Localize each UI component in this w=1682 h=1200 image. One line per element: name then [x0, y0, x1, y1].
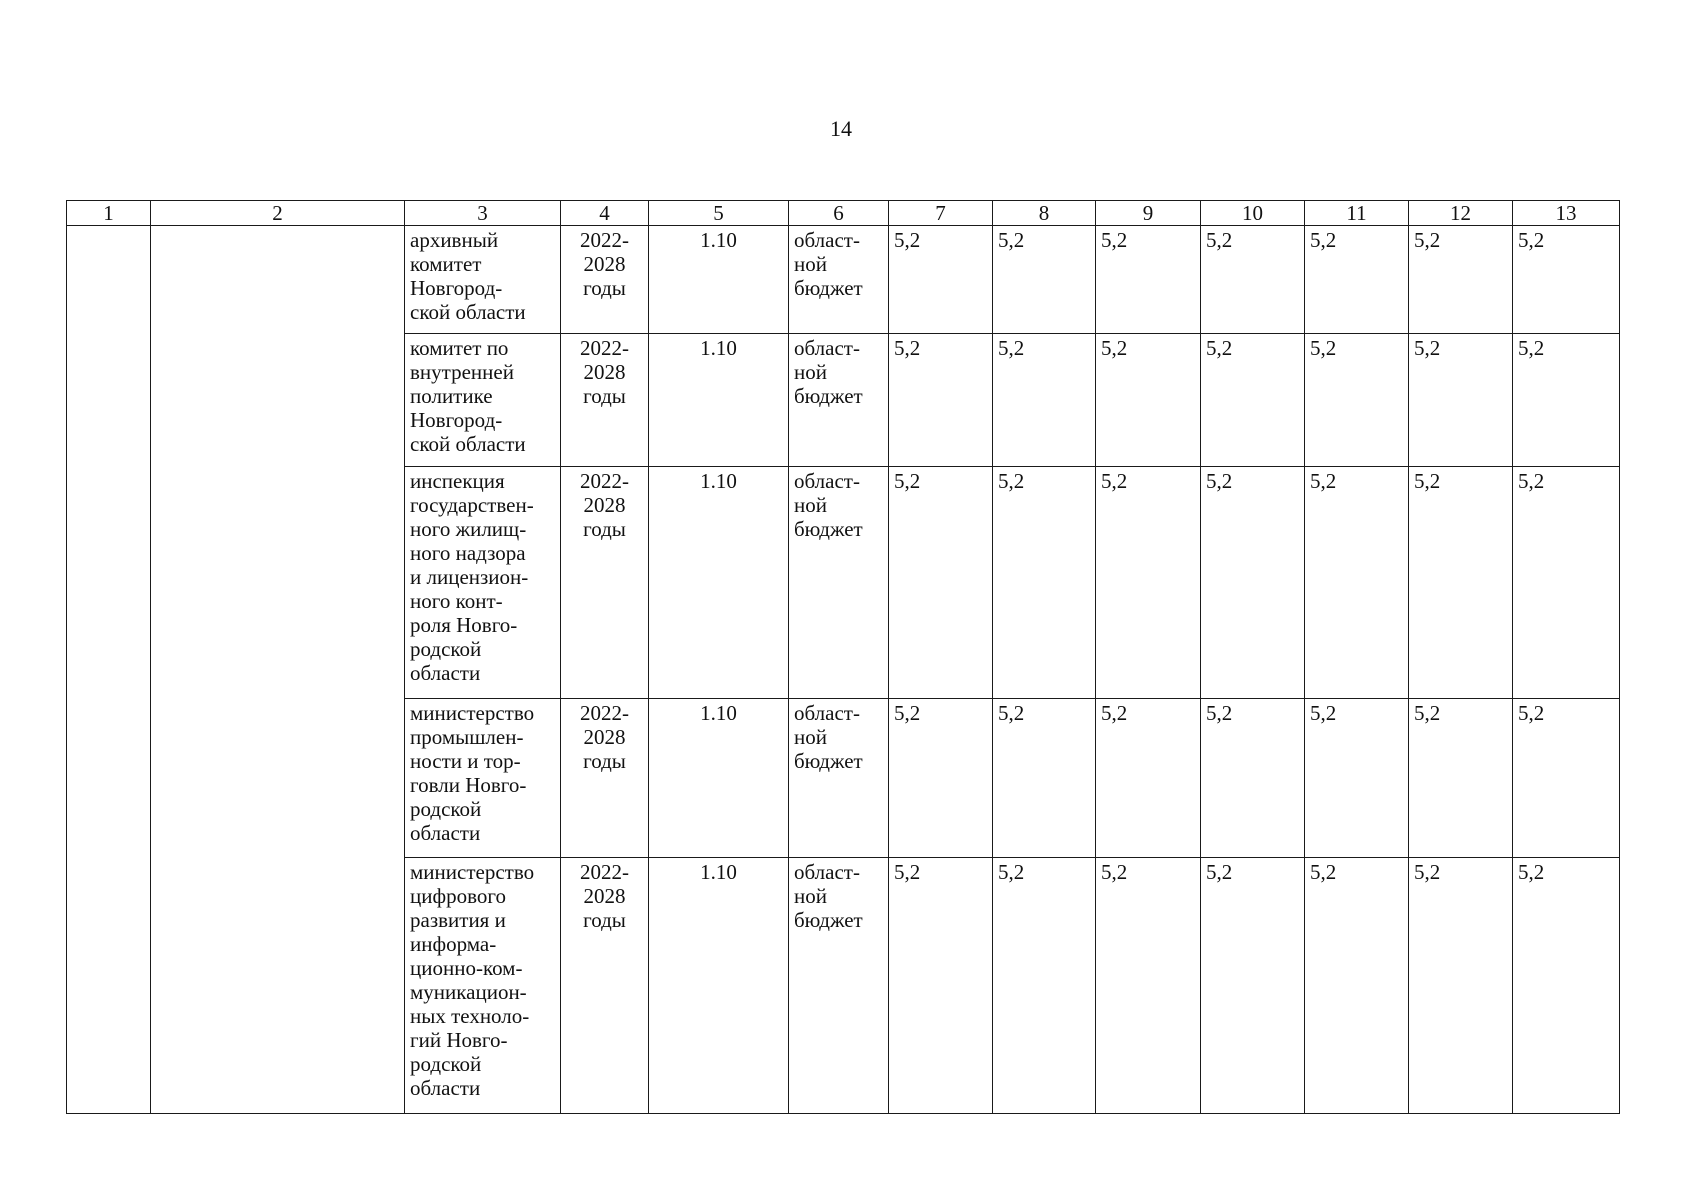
- value-cell: 5,2: [993, 226, 1096, 334]
- code-cell: 1.10: [649, 334, 789, 467]
- value-cell: 5,2: [993, 467, 1096, 699]
- period-cell: 2022- 2028 годы: [561, 467, 649, 699]
- code-cell: 1.10: [649, 699, 789, 858]
- value-cell: 5,2: [1201, 858, 1305, 1114]
- value-cell: 5,2: [1513, 858, 1620, 1114]
- column-number-row: [67, 201, 1620, 226]
- period-cell: 2022- 2028 годы: [561, 858, 649, 1114]
- value-cell: 5,2: [1513, 334, 1620, 467]
- value-cell: 5,2: [1409, 467, 1513, 699]
- page-number: 14: [830, 116, 852, 141]
- column-number: 6: [789, 201, 889, 226]
- funding-source-cell: област- ной бюджет: [789, 858, 889, 1114]
- column-number: 10: [1201, 201, 1305, 226]
- value-cell: 5,2: [1096, 858, 1201, 1114]
- value-cell: 5,2: [1305, 226, 1409, 334]
- value-cell: 5,2: [889, 334, 993, 467]
- value-cell: 5,2: [1201, 467, 1305, 699]
- organization-cell: министерство цифрового развития и информа- ционно-ком- муникацион- ных техноло- гий Новго- родской области: [405, 858, 561, 1114]
- merged-cell-col1: [67, 226, 151, 1114]
- column-number: 12: [1409, 201, 1513, 226]
- value-cell: 5,2: [1096, 699, 1201, 858]
- funding-source-cell: област- ной бюджет: [789, 334, 889, 467]
- value-cell: 5,2: [1096, 226, 1201, 334]
- funding-source-cell: област- ной бюджет: [789, 699, 889, 858]
- value-cell: 5,2: [889, 226, 993, 334]
- funding-source-cell: област- ной бюджет: [789, 226, 889, 334]
- column-number: 7: [889, 201, 993, 226]
- code-cell: 1.10: [649, 858, 789, 1114]
- column-number: 3: [405, 201, 561, 226]
- value-cell: 5,2: [993, 858, 1096, 1114]
- code-cell: 1.10: [649, 226, 789, 334]
- value-cell: 5,2: [1513, 699, 1620, 858]
- period-cell: 2022- 2028 годы: [561, 699, 649, 858]
- column-number: 2: [151, 201, 405, 226]
- value-cell: 5,2: [1201, 699, 1305, 858]
- organization-cell: комитет по внутренней политике Новгород- ской области: [405, 334, 561, 467]
- merged-cell-col2: [151, 226, 405, 1114]
- value-cell: 5,2: [1513, 467, 1620, 699]
- value-cell: 5,2: [993, 699, 1096, 858]
- period-cell: 2022- 2028 годы: [561, 334, 649, 467]
- column-number: 13: [1513, 201, 1620, 226]
- value-cell: 5,2: [1305, 699, 1409, 858]
- value-cell: 5,2: [1409, 226, 1513, 334]
- value-cell: 5,2: [1409, 858, 1513, 1114]
- value-cell: 5,2: [1096, 467, 1201, 699]
- column-number: 8: [993, 201, 1096, 226]
- column-number: 4: [561, 201, 649, 226]
- value-cell: 5,2: [1513, 226, 1620, 334]
- value-cell: 5,2: [1096, 334, 1201, 467]
- value-cell: 5,2: [1201, 334, 1305, 467]
- value-cell: 5,2: [889, 699, 993, 858]
- value-cell: 5,2: [889, 467, 993, 699]
- value-cell: 5,2: [889, 858, 993, 1114]
- value-cell: 5,2: [1305, 858, 1409, 1114]
- value-cell: 5,2: [1409, 334, 1513, 467]
- budget-table: [66, 200, 1620, 1114]
- column-number: 11: [1305, 201, 1409, 226]
- funding-source-cell: област- ной бюджет: [789, 467, 889, 699]
- value-cell: 5,2: [993, 334, 1096, 467]
- table-row: [67, 226, 1620, 334]
- code-cell: 1.10: [649, 467, 789, 699]
- value-cell: 5,2: [1201, 226, 1305, 334]
- organization-cell: министерство промышлен- ности и тор- говли Новго- родской области: [405, 699, 561, 858]
- column-number: 1: [67, 201, 151, 226]
- organization-cell: инспекция государствен- ного жилищ- ного надзора и лицензион- ного конт- роля Новго- родской области: [405, 467, 561, 699]
- organization-cell: архивный комитет Новгород- ской области: [405, 226, 561, 334]
- value-cell: 5,2: [1409, 699, 1513, 858]
- column-number: 5: [649, 201, 789, 226]
- value-cell: 5,2: [1305, 467, 1409, 699]
- period-cell: 2022- 2028 годы: [561, 226, 649, 334]
- column-number: 9: [1096, 201, 1201, 226]
- value-cell: 5,2: [1305, 334, 1409, 467]
